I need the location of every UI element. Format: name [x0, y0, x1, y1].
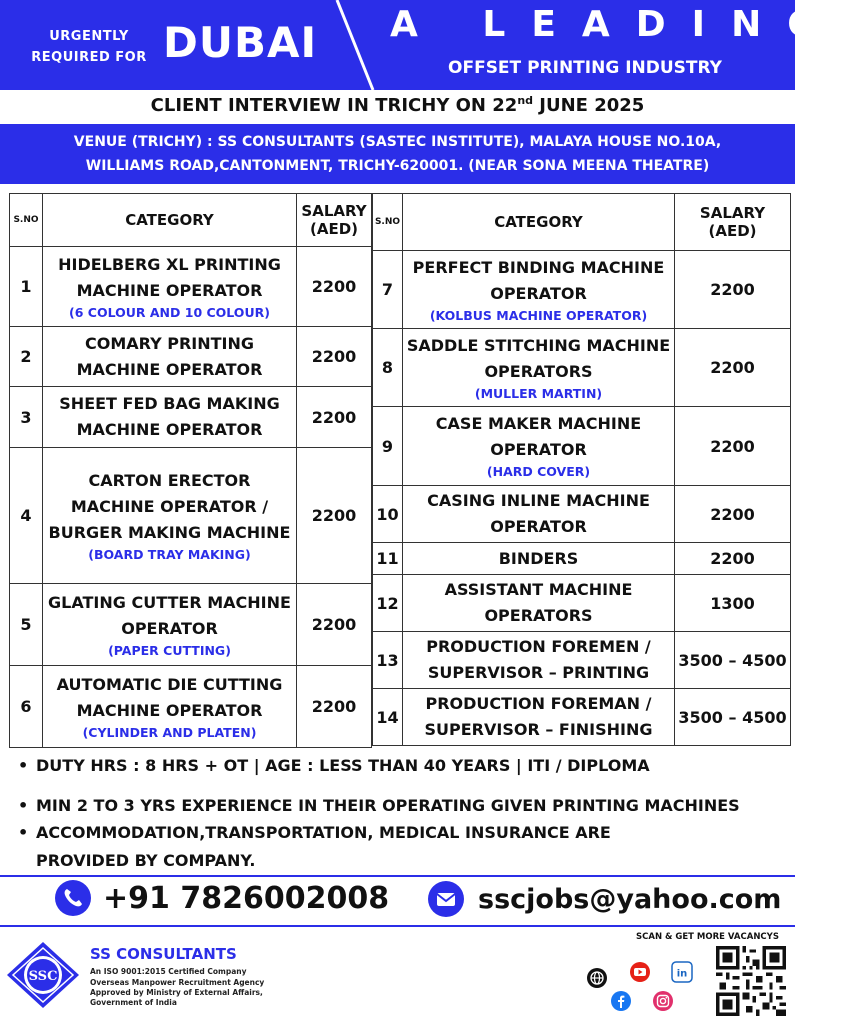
- company-approval: Approved by Ministry of External Affairs,: [90, 988, 263, 997]
- job-category: [43, 387, 297, 448]
- job-category: [43, 448, 297, 584]
- job-sno: 5: [10, 584, 43, 666]
- job-row: [373, 543, 791, 575]
- job-title: SADDLE STITCHING MACHINE OPERATORS: [406, 335, 671, 381]
- job-subtitle: (CYLINDER AND PLATEN): [82, 724, 257, 740]
- bullet-accommodation: • ACCOMMODATION,TRANSPORTATION, MEDICAL INSURANCE ARE: [18, 819, 788, 847]
- job-category: [43, 247, 297, 327]
- job-subtitle: (6 COLOUR AND 10 COLOUR): [69, 304, 270, 320]
- job-sno: 3: [10, 387, 43, 448]
- job-title: PRODUCTION FOREMEN / SUPERVISOR – PRINTING: [426, 637, 651, 682]
- company-gov: Government of India: [90, 998, 177, 1007]
- jobs-table-right: [372, 193, 791, 746]
- bullet-accommodation-cont: PROVIDED BY COMPANY.: [36, 851, 256, 870]
- leading-title: A LEADING: [390, 4, 843, 45]
- job-row: [10, 247, 372, 327]
- job-title: HIDELBERG XL PRINTING MACHINE OPERATOR: [58, 254, 281, 300]
- job-sno: 6: [10, 666, 43, 748]
- youtube-icon[interactable]: [629, 961, 651, 983]
- header-banner: [0, 0, 843, 90]
- job-title: PRODUCTION FOREMAN / SUPERVISOR – FINISHING: [424, 694, 653, 739]
- job-row: [373, 486, 791, 543]
- job-subtitle: (BOARD TRAY MAKING): [88, 546, 251, 562]
- job-salary: 2200: [297, 327, 372, 387]
- job-salary: 2200: [675, 329, 791, 407]
- job-category: [403, 689, 675, 746]
- phone-number[interactable]: +91 7826002008: [103, 881, 390, 916]
- job-title: BINDERS: [498, 548, 579, 568]
- linkedin-icon[interactable]: [671, 961, 693, 983]
- job-salary: 2200: [297, 584, 372, 666]
- job-salary: 2200: [675, 486, 791, 543]
- urgently-text: URGENTLY REQUIRED FOR: [31, 29, 147, 65]
- job-salary: 2200: [297, 448, 372, 584]
- header-salary: SALARY (AED): [297, 194, 372, 247]
- job-title: CARTON ERECTOR MACHINE OPERATOR / BURGER MAKING MACHINE: [48, 470, 291, 542]
- divider-bottom: [0, 925, 795, 927]
- job-row: [10, 666, 372, 748]
- header-salary: SALARY (AED): [675, 194, 791, 251]
- email-address[interactable]: sscjobs@yahoo.com: [478, 884, 782, 915]
- job-category: [403, 632, 675, 689]
- job-category: [43, 327, 297, 387]
- job-row: [10, 584, 372, 666]
- bullet-experience: • MIN 2 TO 3 YRS EXPERIENCE IN THEIR OPERATING GIVEN PRINTING MACHINES: [18, 792, 788, 820]
- svg-text:in: in: [676, 968, 688, 980]
- job-salary: 2200: [297, 387, 372, 448]
- job-category: [43, 584, 297, 666]
- job-sno: 7: [373, 251, 403, 329]
- job-salary: 3500 – 4500: [675, 632, 791, 689]
- company-agency: Overseas Manpower Recruitment Agency: [90, 978, 265, 987]
- job-row: [373, 251, 791, 329]
- job-sno: 12: [373, 575, 403, 632]
- job-title: PERFECT BINDING MACHINE OPERATOR: [412, 257, 665, 303]
- job-sno: 1: [10, 247, 43, 327]
- company-name: SS CONSULTANTS: [90, 945, 237, 963]
- divider-top: [0, 875, 795, 877]
- job-category: [403, 543, 675, 575]
- job-sno: 8: [373, 329, 403, 407]
- job-salary: 2200: [675, 543, 791, 575]
- job-row: [10, 387, 372, 448]
- job-salary: 2200: [297, 666, 372, 748]
- job-category: [403, 575, 675, 632]
- company-iso: An ISO 9001:2015 Certified Company: [90, 967, 247, 976]
- job-row: [373, 575, 791, 632]
- header-sno: S.NO: [10, 194, 43, 247]
- job-title: CASE MAKER MACHINE OPERATOR: [435, 414, 642, 459]
- job-category: [43, 666, 297, 748]
- job-sno: 9: [373, 407, 403, 486]
- interview-heading: CLIENT INTERVIEW IN TRICHY ON 22nd JUNE 2025: [150, 94, 645, 116]
- email-icon: [428, 881, 464, 917]
- scan-text: SCAN & GET MORE VACANCYS: [636, 932, 779, 942]
- bullet-duty: • DUTY HRS : 8 HRS + OT | AGE : LESS THAN 40 YEARS | ITI / DIPLOMA: [18, 752, 788, 780]
- ssc-logo-icon: [5, 940, 81, 1010]
- job-title: CASING INLINE MACHINE OPERATOR: [427, 491, 650, 536]
- header-divider: [325, 0, 385, 90]
- job-row: [373, 407, 791, 486]
- job-salary: 2200: [675, 407, 791, 486]
- job-category: [403, 486, 675, 543]
- job-row: [373, 632, 791, 689]
- job-salary: 2200: [297, 247, 372, 327]
- job-row: [373, 689, 791, 746]
- venue-banner: VENUE (TRICHY) : SS CONSULTANTS (SASTEC INSTITUTE), MALAYA HOUSE NO.10A, WILLIAMS ROAD,CANTONMENT, TRICHY-620001. (NEAR SONA MEENA THEATRE): [0, 124, 795, 184]
- job-salary: 1300: [675, 575, 791, 632]
- header-sno: S.NO: [373, 194, 403, 251]
- city-title: DUBAI: [163, 18, 318, 67]
- facebook-icon[interactable]: [610, 990, 632, 1012]
- job-sno: 14: [373, 689, 403, 746]
- job-salary: 3500 – 4500: [675, 689, 791, 746]
- industry-subtitle: OFFSET PRINTING INDUSTRY: [448, 58, 722, 78]
- header-category: CATEGORY: [43, 194, 297, 247]
- job-row: [373, 329, 791, 407]
- job-salary: 2200: [675, 251, 791, 329]
- job-sno: 2: [10, 327, 43, 387]
- jobs-table-left: [9, 193, 372, 748]
- job-category: [403, 407, 675, 486]
- job-title: AUTOMATIC DIE CUTTING MACHINE OPERATOR: [56, 674, 283, 720]
- phone-icon: [55, 880, 91, 916]
- job-row: [10, 448, 372, 584]
- header-category: CATEGORY: [403, 194, 675, 251]
- job-sno: 13: [373, 632, 403, 689]
- job-subtitle: (HARD COVER): [486, 464, 591, 479]
- job-sno: 10: [373, 486, 403, 543]
- qr-code-icon[interactable]: [716, 946, 786, 1016]
- job-subtitle: (MULLER MARTIN): [474, 385, 603, 401]
- job-sno: 4: [10, 448, 43, 584]
- instagram-icon[interactable]: [652, 990, 674, 1012]
- job-title: SHEET FED BAG MAKING MACHINE OPERATOR: [59, 394, 280, 439]
- website-icon[interactable]: [586, 967, 608, 989]
- job-title: GLATING CUTTER MACHINE OPERATOR: [48, 592, 291, 638]
- job-category: [403, 329, 675, 407]
- job-subtitle: (PAPER CUTTING): [108, 642, 231, 658]
- job-subtitle: (KOLBUS MACHINE OPERATOR): [429, 307, 648, 323]
- job-category: [403, 251, 675, 329]
- job-row: [10, 327, 372, 387]
- svg-text:SSC: SSC: [28, 969, 58, 984]
- job-title: COMARY PRINTING MACHINE OPERATOR: [76, 333, 263, 379]
- job-sno: 11: [373, 543, 403, 575]
- job-title: ASSISTANT MACHINE OPERATORS: [444, 580, 633, 625]
